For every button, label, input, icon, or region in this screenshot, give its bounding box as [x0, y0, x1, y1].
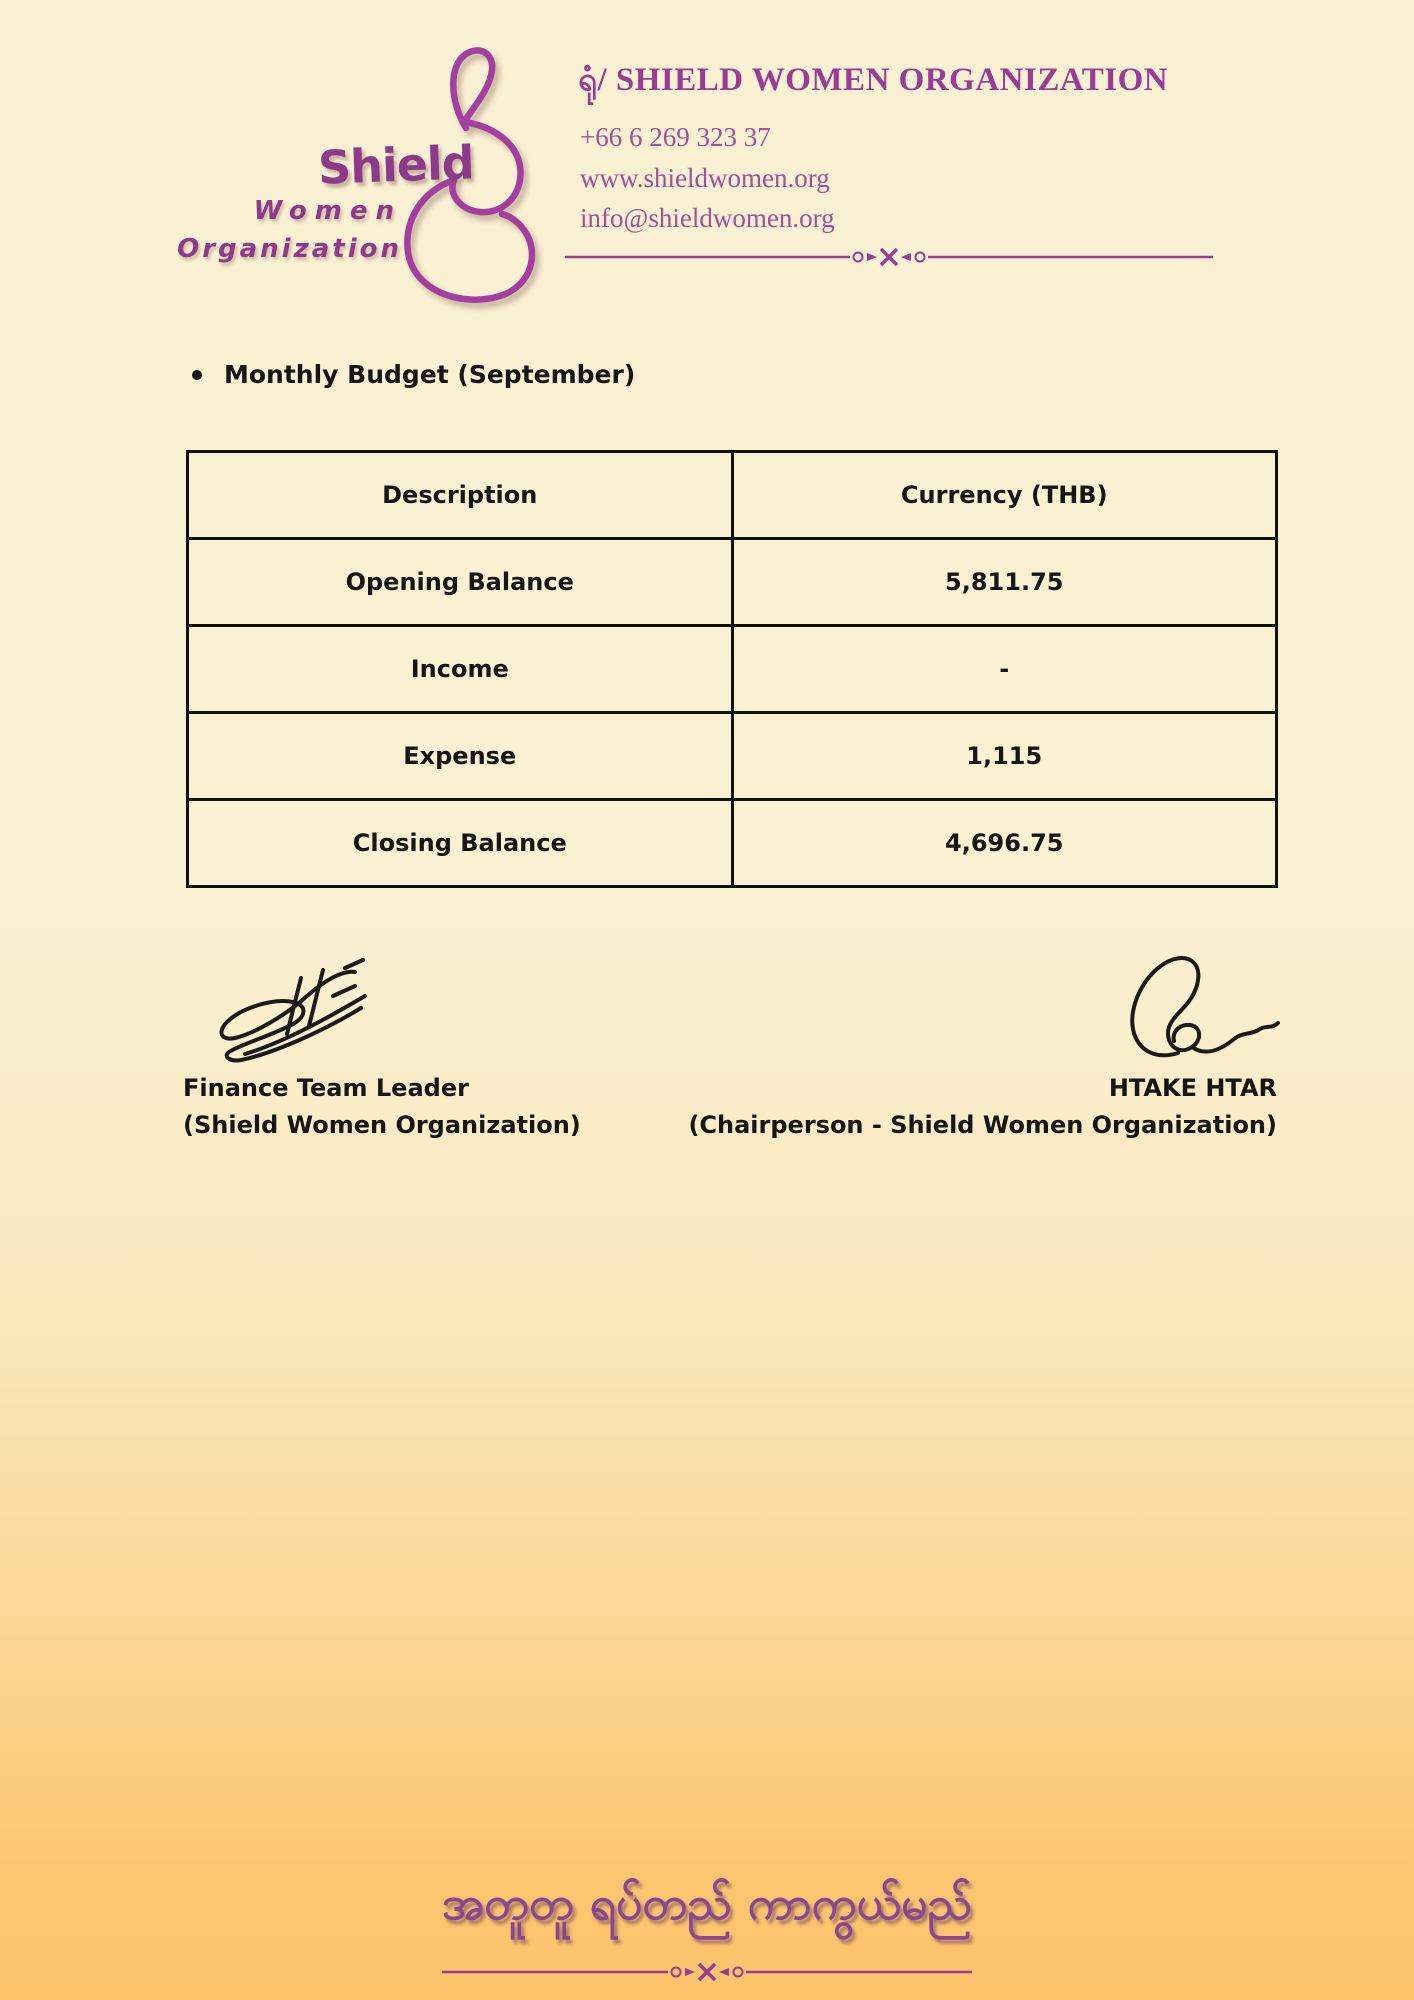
table-row: [188, 539, 1277, 626]
logo-organization-wordmark: Organization: [177, 234, 402, 264]
row-label: Expense: [188, 713, 733, 800]
logo-shield-wordmark: Shield: [317, 135, 475, 195]
section-heading: [192, 360, 635, 389]
signature-right-name: HTAKE HTAR: [1108, 1074, 1277, 1102]
footer-divider-ornament: [442, 1959, 972, 1985]
row-amount: 1,115: [732, 713, 1277, 800]
logo-women-wordmark: Women: [253, 196, 402, 226]
signature-right-subtitle: (Chairperson - Shield Women Organization): [688, 1111, 1277, 1139]
signature-left-subtitle: (Shield Women Organization): [183, 1111, 581, 1139]
section-heading-label: Monthly Budget (September): [224, 360, 636, 389]
column-header-currency: Currency (THB): [732, 452, 1277, 539]
table-row: [188, 626, 1277, 713]
row-label: Closing Balance: [188, 800, 733, 887]
burmese-motto: အတူတူ ရပ်တည် ကာကွယ်မည်: [441, 1876, 973, 1930]
website-url: www.shieldwomen.org: [580, 163, 830, 193]
row-amount: 4,696.75: [732, 800, 1277, 887]
table-row: [188, 713, 1277, 800]
bullet-icon: [192, 370, 202, 380]
column-header-description: Description: [188, 452, 733, 539]
email-address: info@shieldwomen.org: [580, 203, 835, 233]
table-row: [188, 800, 1277, 887]
chairperson-signature: [1118, 945, 1293, 1080]
signature-left-title: Finance Team Leader: [183, 1074, 469, 1102]
header-divider-ornament: [565, 244, 1213, 270]
monthly-budget-table: [186, 450, 1278, 888]
organization-title: ရုံ/ SHIELD WOMEN ORGANIZATION: [578, 62, 1169, 98]
row-label: Income: [188, 626, 733, 713]
table-header-row: [188, 452, 1277, 539]
phone-number: +66 6 269 323 37: [580, 122, 771, 152]
row-amount: 5,811.75: [732, 539, 1277, 626]
row-amount: -: [732, 626, 1277, 713]
row-label: Opening Balance: [188, 539, 733, 626]
finance-leader-signature: [205, 950, 385, 1080]
